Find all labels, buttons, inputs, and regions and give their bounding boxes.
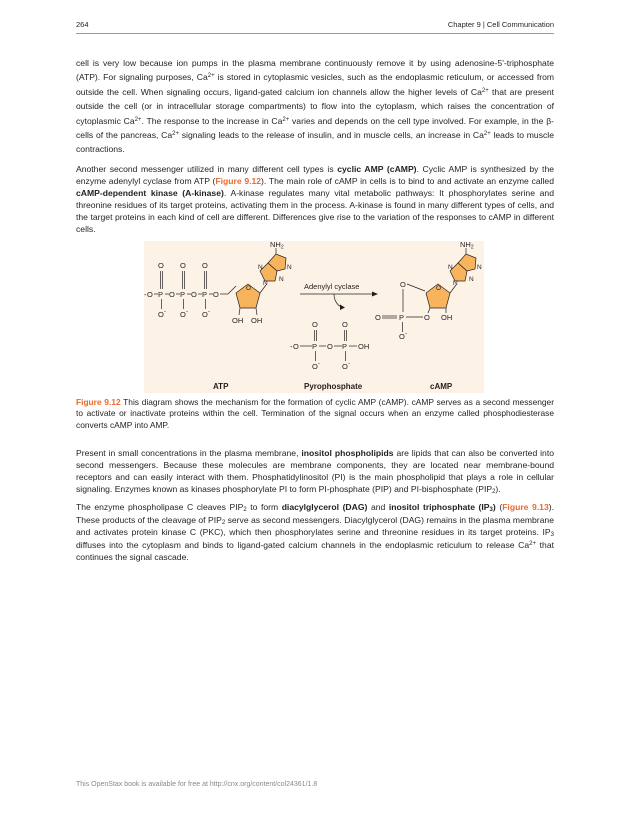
chapter-title: Chapter 9 | Cell Communication [447, 20, 554, 29]
svg-text:O: O [327, 341, 333, 351]
svg-text:O: O [399, 331, 405, 341]
svg-text:P: P [180, 289, 186, 299]
svg-text:OH: OH [358, 341, 370, 351]
svg-text:O: O [158, 260, 164, 270]
header-divider [76, 33, 554, 34]
label-atp: ATP [213, 381, 229, 391]
page-body [76, 56, 554, 570]
svg-text:O: O [400, 279, 406, 289]
term-inositol-phospholipids: inositol phospholipids [301, 448, 394, 459]
svg-text:P: P [399, 312, 405, 322]
reaction-arrow [300, 282, 378, 310]
svg-text:O: O [375, 312, 381, 322]
svg-text:-: - [186, 308, 188, 315]
svg-text:N: N [477, 263, 482, 271]
page-header [76, 20, 554, 34]
svg-text:O: O [180, 260, 186, 270]
paragraph-dag-ip3: The enzyme phospholipase C cleaves $PIP_2$ to form diacylglycerol (DAG) and inositol triphosphate $(IP_3)$ (Figure 9.13). These products of the cleavage of $PIP_2$ serve as second messengers. Diacylglycerol (DAG) remains in the plasma membrane and activates protein kinase C (PKC), which then phosphorylates serine and threonine residues in its target proteins. $IP_3$ diffuses into the cytoplasm and binds to ligand-gated calcium channels in the endoplasmic reticulum to release $Ca^{2+}$ that continues the signal cascade. [76, 502, 554, 563]
svg-text:O: O [202, 309, 208, 319]
svg-text:P: P [202, 289, 208, 299]
svg-text:O: O [158, 309, 164, 319]
svg-text:NH2: $NH_2$ [270, 240, 284, 251]
label-pyrophosphate: Pyrophosphate [304, 381, 363, 391]
camp-reaction-diagram [144, 241, 484, 393]
caption-figure-number: Figure 9.12 [76, 396, 121, 407]
atp-phosphate-chain [144, 261, 228, 319]
svg-text:P: P [312, 341, 318, 351]
figure-caption: Figure 9.12 This diagram shows the mechanism for the formation of cyclic AMP (cAMP). cAMP serves as a second messenger to activate or inactivate proteins within the cell. Termination of the signal occurs when an enzyme called phosphodiesterase converts cAMP into AMP. [76, 396, 554, 430]
term-a-kinase: cAMP-dependent kinase (A-kinase) [76, 187, 224, 198]
svg-text:O: O [169, 289, 175, 299]
svg-text:P: P [342, 341, 348, 351]
term-ip3: inositol triphosphate $(IP_3)$ [388, 502, 496, 514]
term-dag: diacylglycerol (DAG) [281, 502, 368, 513]
paragraph-camp: Another second messenger utilized in many different cell types is cyclic AMP (cAMP). Cyclic AMP is synthesized by the enzyme adenylyl cyclase from ATP (Figure 9.12). The main role of cAMP in cells is to bind to and activate an enzyme called cAMP-dependent kinase (A-kinase). A-kinase regulates many vital metabolic pathways: It phosphorylates serine and threonine residues of its target proteins, activating them in the process. A-kinase is found in many different types of cells, and the target proteins in each kind of cell are different. Differences give rise to the variation of the responses to cAMP in different cells. [76, 163, 555, 234]
svg-text:O: O [246, 284, 252, 292]
svg-text:O: O [312, 361, 318, 371]
svg-text:O: O [180, 309, 186, 319]
svg-text:-: - [348, 360, 350, 367]
term-camp: cyclic AMP (cAMP) [337, 163, 417, 174]
svg-text:O: O [312, 319, 318, 329]
svg-text:O: O [202, 260, 208, 270]
paragraph-inositol: Present in small concentrations in the plasma membrane, inositol phospholipids are lipids that can also be converted into second messengers. Because these molecules are membrane components, they are located near membrane-bound receptors and can easily interact with them. Phosphatidylinositol (PI) is the main phospholipid that plays a role in cellular signaling. Enzymes known as kinases phosphorylate PI to form PI-phosphate (PIP) and PI-bisphosphate $(PIP_2)$. [76, 448, 554, 496]
svg-text:-: - [144, 289, 147, 299]
svg-text:OH: OH [251, 315, 263, 325]
svg-text:N: N [453, 279, 458, 287]
figure-camp-formation [144, 241, 484, 393]
svg-text:N: N [287, 263, 292, 271]
svg-text:N: N [263, 279, 268, 287]
figure-9-13-link[interactable]: Figure 9.13 [502, 502, 549, 513]
figure-9-12-link[interactable]: Figure 9.12 [215, 175, 262, 186]
svg-text:P: P [158, 289, 164, 299]
svg-text:O: O [436, 284, 442, 292]
svg-text:O: O [342, 361, 348, 371]
svg-text:NH2: $NH_2$ [460, 240, 474, 251]
svg-text:N: N [469, 275, 474, 283]
pyrophosphate [290, 320, 369, 371]
svg-text:-: - [208, 308, 210, 315]
svg-text:O: O [293, 341, 299, 351]
svg-text:OH: OH [441, 312, 453, 322]
svg-text:O: O [342, 319, 348, 329]
svg-text:OH: OH [232, 315, 244, 325]
svg-text:O: O [424, 312, 430, 322]
svg-text:-: - [164, 308, 166, 315]
camp-molecule [375, 241, 482, 341]
paragraph-calcium: cell is very low because ion pumps in the plasma membrane continuously remove it by using adenosine-5'-triphosphate (ATP). For signaling purposes, $Ca^{2+}$ is stored in cytoplasmic vesicles, such as the endoplasmic reticulum, or accessed from outside the cell. When signaling occurs, ligand-gated calcium ion channels allow the higher levels of $Ca^{2+}$ that are present outside the cell (or in intracellular storage compartments) to flow into the cytoplasm, which raises the concentration of cytoplasmic $Ca^{2+}$. The response to the increase in $Ca^{2+}$ varies and depends on the cell type involved. For example, in the β-cells of the pancreas, $Ca^{2+}$ signaling leads to the release of insulin, and in muscle cells, an increase in $Ca^{2+}$ leads to muscle contractions. [76, 58, 555, 155]
svg-text:O: O [147, 289, 153, 299]
svg-text:N: N [448, 263, 453, 271]
svg-text:Adenylyl cyclase: Adenylyl cyclase [304, 281, 360, 291]
svg-text:O: O [213, 289, 219, 299]
svg-text:-: - [405, 330, 407, 337]
label-camp: cAMP [430, 381, 453, 391]
svg-text:-: - [318, 360, 320, 367]
page-number: 264 [76, 20, 89, 29]
page-footer: This OpenStax book is available for free at http://cnx.org/content/col24361/1.8 [76, 781, 318, 788]
atp-adenosine [228, 241, 292, 325]
svg-text:N: N [258, 263, 263, 271]
svg-text:-: - [290, 341, 293, 351]
svg-text:O: O [191, 289, 197, 299]
svg-text:N: N [279, 275, 284, 283]
